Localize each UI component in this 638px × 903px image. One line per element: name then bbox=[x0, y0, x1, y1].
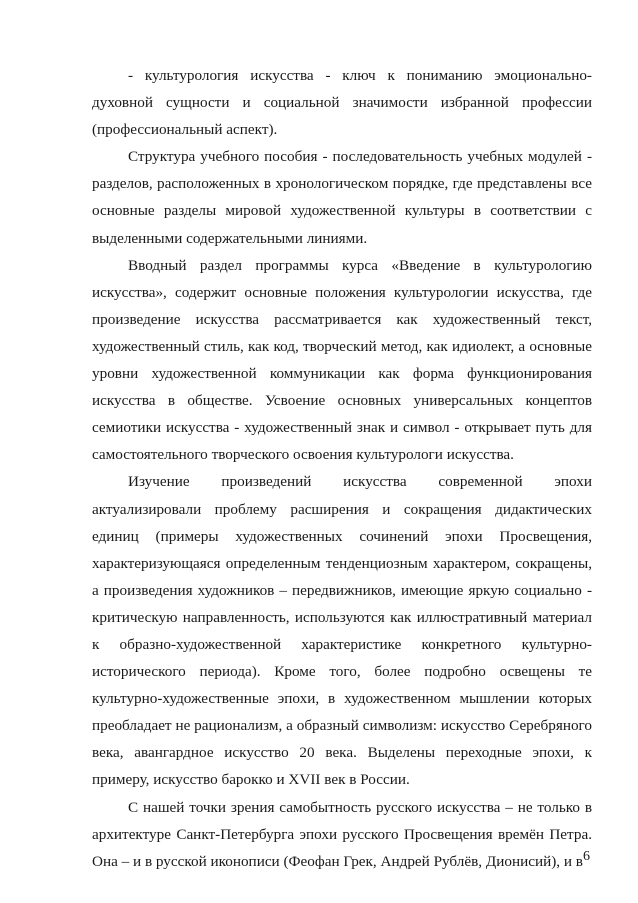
page-number: 6 bbox=[583, 849, 590, 864]
paragraph-2: Структура учебного пособия - последовательность учебных модулей - разделов, расположенных в хронологическом порядке, где представлены все основные разделы мировой художественной культуры в соответствии с выделенными содержательными линиями. bbox=[92, 148, 592, 247]
paragraph-5: С нашей точки зрения самобытность русского искусства – не только в архитектуре Санкт-Петербурга эпохи русского Просвещения времён Петра. Она – и в русской иконописи (Феофан Грек, Андрей Рублёв, Дионисий), и в bbox=[92, 798, 592, 870]
body-text bbox=[92, 62, 592, 875]
paragraph-4: Изучение произведений искусства современной эпохи актуализировали проблему расширения и сокращения дидактических единиц (примеры художественных сочинений эпохи Просвещения, характеризующаяся определенным тенденциозным характером, сокращены, а произведения художников – передвижников, имеющие яркую социально - критическую направленность, используются как иллюстративный материал к образно-художественной характеристике конкретного культурно-исторического периода). Кроме того, более подробно освещены те культурно-художественные эпохи, в художественном мышлении которых преобладает не рационализм, а образный символизм: искусство Серебряного века, авангардное искусство 20 века. Выделены переходные эпохи, к примеру, искусство барокко и XVII век в России. bbox=[92, 473, 592, 789]
paragraph-3: Вводный раздел программы курса «Введение в культурологию искусства», содержит основные положения культурологии искусства, где произведение искусства рассматривается как художественный текст, художественный стиль, как код, творческий метод, как идиолект, а основные уровни художественной коммуникации как форма функционирования искусства в обществе. Усвоение основных универсальных концептов семиотики искусства - художественный знак и символ - открывает путь для самостоятельного творческого освоения культурологи искусства. bbox=[92, 256, 592, 464]
paragraph-1: - культурология искусства - ключ к пониманию эмоционально-духовной сущности и социальной значимости избранной профессии (профессиональный аспект). bbox=[92, 67, 592, 139]
